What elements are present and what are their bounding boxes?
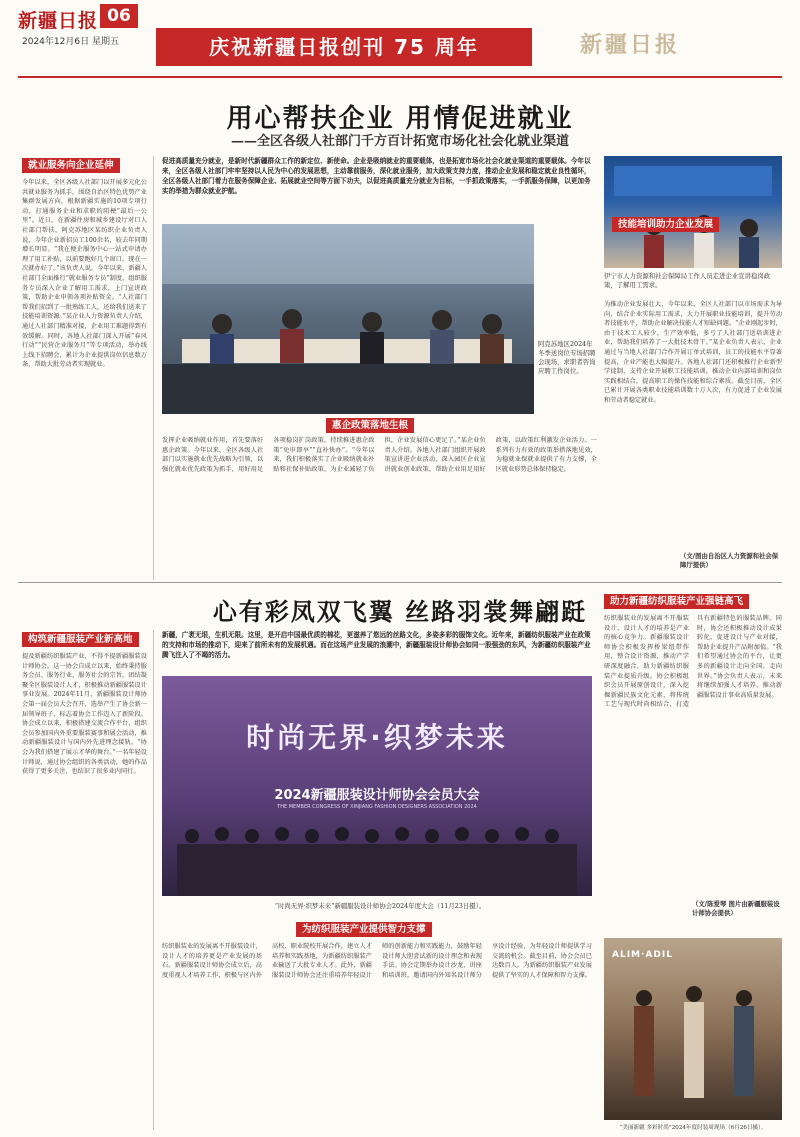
- banner-title: 时尚无界·织梦未来: [246, 721, 508, 754]
- story2-section3-text: 纺织服装业的发展离不开服装设计，设计人才的培养更是产业发展的基石。新疆服装设计师协会成立后，高度重视人才培养工作，积极与区内外高校、职业院校开展合作，建立人才培养和实践基地，为新疆纺织服装产业输送了大批专业人才。此外，新疆服装设计师协会还注重培养年轻设计师的创新能力和实践能力，鼓励年轻设计师大胆尝试新的设计理念和表现手法。协会定期举办设计沙龙、讲座和培训班，邀请国内外知名设计师分享设计经验，为年轻设计师提供学习交流的机会。截至目前，协会会员已达数百人，为新疆纺织服装产业发展提供了坚实的人才保障和智力支撑。: [162, 943, 592, 979]
- story2-section3-title: 为纺织服装产业提供智力支撑: [296, 922, 432, 937]
- story2-headline: 心有彩凤双飞翼 丝路羽裳舞翩跹: [212, 597, 588, 626]
- story2-section2-title: 助力新疆纺织服装产业强链高飞: [604, 594, 749, 609]
- story1-photo-caption: 阿克苏地区2024年冬季送岗位专场招聘会现场，求职者咨询应聘工作岗位。: [538, 340, 596, 375]
- anniversary-banner: 庆祝新疆日报创刊 75 周年: [156, 28, 532, 66]
- masthead-logo: 新疆日报: [18, 10, 99, 32]
- story1-section2-tag: [612, 212, 782, 232]
- story2-section1-text: 提及新疆纺织服装产业，不得不提新疆服装设计师协会。这一协会自成立以来，始终秉持服务会员、服务行业、服务社会的宗旨，团结凝聚全区服装设计人才，积极推动新疆服装设计事业发展。2024年11月，新疆服装设计师协会第一届会员大会召开，选举产生了协会新一届领导班子，标志着协会工作迈入了新阶段。协会成立以来，积极搭建交流合作平台，组织会员参加国内外重要服装赛事和展会活动，推动新疆服装设计与国内外先进理念接轨。“协会为我们搭建了展示才华的舞台。”一名年轻设计师说，通过协会组织的各类活动，她的作品获得了更多关注，也结识了很多业内同行。: [22, 653, 147, 776]
- story1-section3-text: 发挥企业吸纳就业作用，首先要落好惠企政策。今年以来，全区各级人社部门以实施就业优先战略为引领，以强化就业优先政策为抓手，用好用足各项稳岗扩岗政策，持续推进惠企政策“免申即享”“直补快办”。“今年以来，我们积极落实了企业吸纳就业补贴和社保补贴政策，为企业减轻了负担，企业发展信心更足了。”某企业负责人介绍。各地人社部门组织开展政策宣讲进企业活动，深入园区企业宣讲就业创业政策，帮助企业用足用好政策，以政策红利激发企业活力。一系列有力有效的政策举措落地见效，为稳就业保就业提供了有力支撑，全区就业形势总体保持稳定。: [162, 437, 597, 473]
- masthead-watermark: 新疆日报: [580, 32, 681, 58]
- story2-photo-caption: “时尚无界·织梦未来”新疆服装设计师协会2024年度大会（11月23日摄）。: [274, 902, 486, 910]
- story1-section3-title: 惠企政策落地生根: [326, 418, 414, 433]
- story2-section2-text: 纺织服装业的发展离不开服装设计，设计人才的培养是产业的核心竞争力。新疆服装设计师协会积极发挥桥梁纽带作用，整合设计资源，推动产学研深度融合，助力新疆纺织服装产业提质升级。协会积极组织会员开展原创设计，深入挖掘新疆民族文化元素，将传统工艺与现代时尚相结合，打造具有新疆特色的服装品牌。同时，协会还积极推动设计成果转化，促进设计与产业对接，帮助企业提升产品附加值。“我们希望通过协会的平台，让更多的新疆设计走向全国、走向世界。”协会负责人表示，未来将继续加强人才培养，推动新疆服装设计事业高质量发展。: [604, 615, 782, 709]
- page-number: 06: [100, 4, 138, 28]
- banner-subtitle-en: THE MEMBER CONGRESS OF XINJIANG FASHION DESIGNERS ASSOCIATION 2024: [277, 804, 477, 810]
- story2-section1-title: 构筑新疆服装产业新高地: [22, 632, 139, 647]
- story1-section2-title: 技能培训助力企业发展: [612, 217, 719, 232]
- story2-main-photo: [162, 676, 592, 896]
- story1-section1-text: 今年以来，全区各级人社部门以开展多元化公共就业服务为抓手，围绕自治区特色优势产业集群发展方向，根据新疆实施的10项专项行动，打通服务企业和求职的阻梗“最后一公里”。近日，在新疆住房和城乡建设厅对口人社部门帮扶，阿克苏地区某纺织企业负责人说，今年企业新招员工100余名，较去年同期增长明显。“我在便企服务中心一站式申请办理了用工补贴，以前要跑好几个窗口，现在一次就办好了。”该负责人说。今年以来，新疆人社部门全面推行“就业服务专员”制度，组织服务专员深入企业了解用工需求，上门宣讲政策，帮助企业申领各项补贴资金。“人社部门帮我们招到了一批熟练工人，还给我们送来了技能培训资源。”某企业人力资源负责人介绍，通过人社部门精准对接，企业用工难题得到有效缓解。同时，各地人社部门深入开展“春风行动”“民营企业服务月”等专项活动，举办线上线下招聘会，累计为企业提供岗位信息数万条，帮助大批劳动者实现就业。: [22, 179, 147, 369]
- banner-subtitle: 2024新疆服装设计师协会会员大会: [274, 788, 480, 803]
- story1-credit: （文/图由自治区人力资源和社会保障厅提供）: [680, 552, 779, 569]
- story-divider: [18, 582, 782, 583]
- group-photo-illustration: [162, 816, 592, 896]
- column-divider: [153, 156, 154, 580]
- header-rule: [18, 76, 782, 78]
- story2-credit: （文/陈爱琴 图片由新疆服装设计师协会提供）: [692, 900, 780, 917]
- runway-models-illustration: [604, 968, 782, 1120]
- story1-lead: 促进高质量充分就业，是新时代新疆群众工作的新定位、新使命。企业是吸纳就业的重要载体，也是拓宽市场化社会化就业渠道的重要载体。今年以来，全区各级人社部门牢牢坚持以人民为中心的发展思想，主动靠前服务，深化就业服务，加大政策支持力度，推动企业发展和稳定就业良性循环，全区各级人社部门着力在服务保障企业、拓展就业空间等方面下功夫，以促进高质量充分就业为目标，一手抓政策落实，一手抓服务保障，以更加务实的举措为群众就业护航。: [162, 157, 591, 195]
- story2-bottom-photo: [604, 938, 782, 1120]
- issue-date: 2024年12月6日 星期五: [22, 37, 119, 47]
- story1-subheadline: ——全区各级人社部门千方百计拓宽市场化社会化就业渠道: [230, 134, 569, 149]
- runway-label: ALIM·ADIL: [612, 950, 673, 960]
- job-fair-illustration: [162, 224, 534, 414]
- story1-section1-title: 就业服务向企业延伸: [22, 158, 120, 173]
- story1-main-photo: [162, 224, 534, 414]
- story1-section2-text: 为推动企业发展壮大，今年以来，全区人社部门以市场需求为导向，结合企业实际用工需求，大力开展职业技能培训，提升劳动者技能水平，帮助企业解决技能人才短缺问题。“企业刚起步时，由于技术工人较少，生产效率低，多亏了人社部门送培训进企业，帮助我们培养了一大批技术骨干。”某企业负责人表示，企业通过与当地人社部门合作开展订单式培训，员工的技能水平显著提高，企业产能也大幅提升。各地人社部门还积极推行企业新型学徒制，支持企业开展职工技能培训，推动企业内部培训和岗位实践相结合，提高职工的操作技能和综合素质。截至目前，全区已累计开展各类职业技能培训数十万人次，有力促进了企业发展和劳动者稳定就业。: [604, 301, 782, 404]
- story1-headline: 用心帮扶企业 用情促进就业: [226, 104, 574, 134]
- story1-right-photo-caption: 伊宁市人力资源和社会保障局工作人员走进企业宣讲稳岗政策，了解用工需求。: [604, 272, 771, 289]
- story2-bottom-photo-caption: “美丽新疆 多彩时尚”2024年度时装周现场（6月26日摄）。: [619, 1125, 767, 1131]
- story2-lead: 新疆，广袤无垠，生机无限。这里，是开启中国最优质的棉花，更滋养了悠远的丝路文化，多姿多彩的服饰文化。近年来，新疆纺织服装产业在政策的支持和市场的推动下，迎来了前所未有的发展机遇。而在这场产业发展的浪潮中，新疆服装设计师协会如同一股强劲的东风，为新疆纺织服装产业腾飞注入了不竭的活力。: [162, 631, 591, 659]
- column-divider-2: [153, 630, 154, 1130]
